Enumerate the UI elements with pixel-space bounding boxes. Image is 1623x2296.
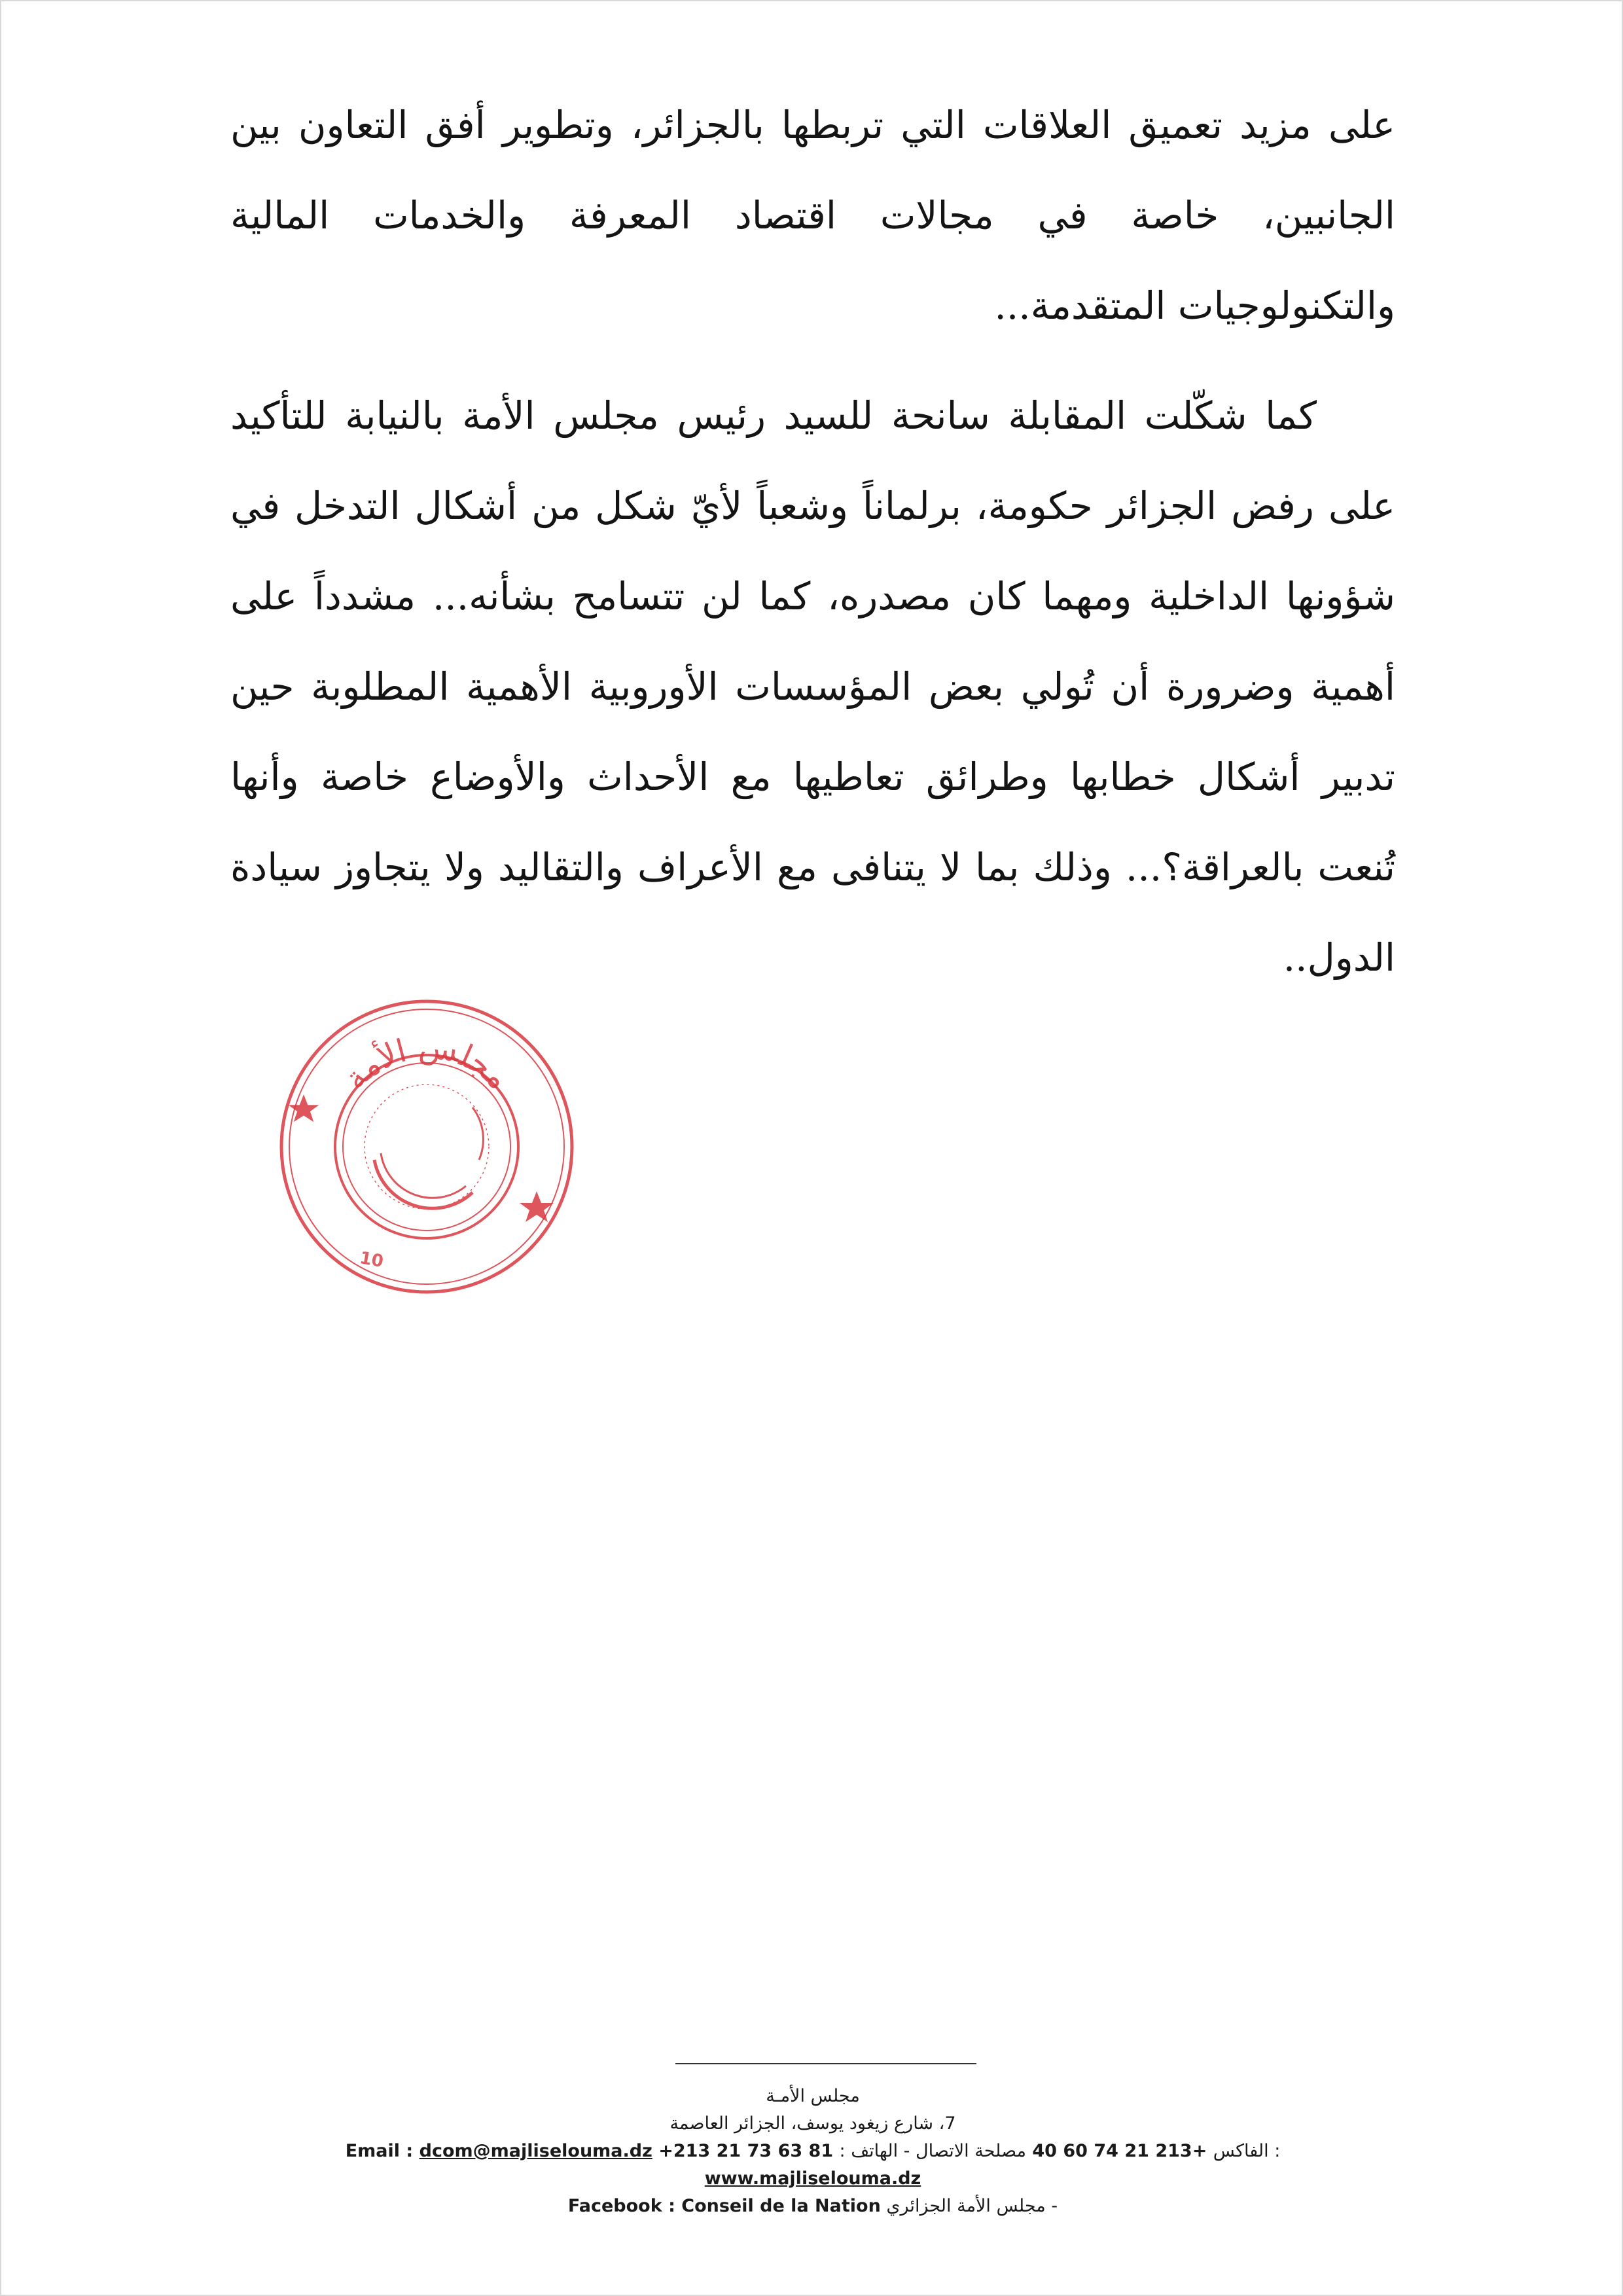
footer-contact-row [1,2138,1623,2165]
footer-org-name: مجلس الأمـة [766,2086,860,2106]
document-body [230,80,1395,1003]
email-link[interactable]: dcom@majliselouma.dz [419,2141,652,2161]
email-label: Email : [345,2141,414,2161]
website-link[interactable]: www.majliselouma.dz [704,2168,921,2189]
facebook-label[interactable]: Facebook : Conseil de la Nation [567,2196,881,2216]
fax-label: : الفاكس [1213,2141,1281,2161]
paragraph-1: على مزيد تعميق العلاقات التي تربطها بالجزائر، وتطوير أفق التعاون بين الجانبين، خاصة في مجالات اقتصاد المعرفة والخدمات المالية والتكنولوجيات المتقدمة... [230,103,1395,328]
paragraph-2: كما شكّلت المقابلة سانحة للسيد رئيس مجلس الأمة بالنيابة للتأكيد على رفض الجزائر حكومة، برلماناً وشعباً لأيّ شكل من أشكال التدخل في شؤونها الداخلية ومهما كان مصدره، كما لن تتسامح بشأنه... مشدداً على أهمية وضرورة أن تُولي بعض المؤسسات الأوروبية الأهمية المطلوبة حين تدبير أشكال خطابها وطرائق تعاطيها مع الأحداث والأوضاع خاصة وأنها تُنعت بالعراقة؟... وذلك بما لا يتنافى مع الأعراف والتقاليد ولا يتجاوز سيادة الدول.. [230,393,1396,980]
official-seal-stamp [276,996,577,1297]
footer-address: 7، شارع زيغود يوسف، الجزائر العاصمة [669,2113,956,2134]
footer-facebook-row [1,2193,1623,2220]
footer [1,2063,1623,2220]
phone-label: مصلحة الاتصال - الهاتف : [839,2141,1026,2161]
stamp-number: 10 [358,1248,385,1272]
footer-divider [675,2063,976,2064]
phone-number: +213 21 74 60 40 [1032,2141,1207,2161]
stamp-outer-text [337,1028,516,1097]
facebook-arabic-name: - مجلس الأمة الجزائري [886,2196,1058,2216]
fax-number: +213 21 73 63 81 [658,2141,834,2161]
stamp-arc-text: مجلس الأمة [336,1028,517,1097]
